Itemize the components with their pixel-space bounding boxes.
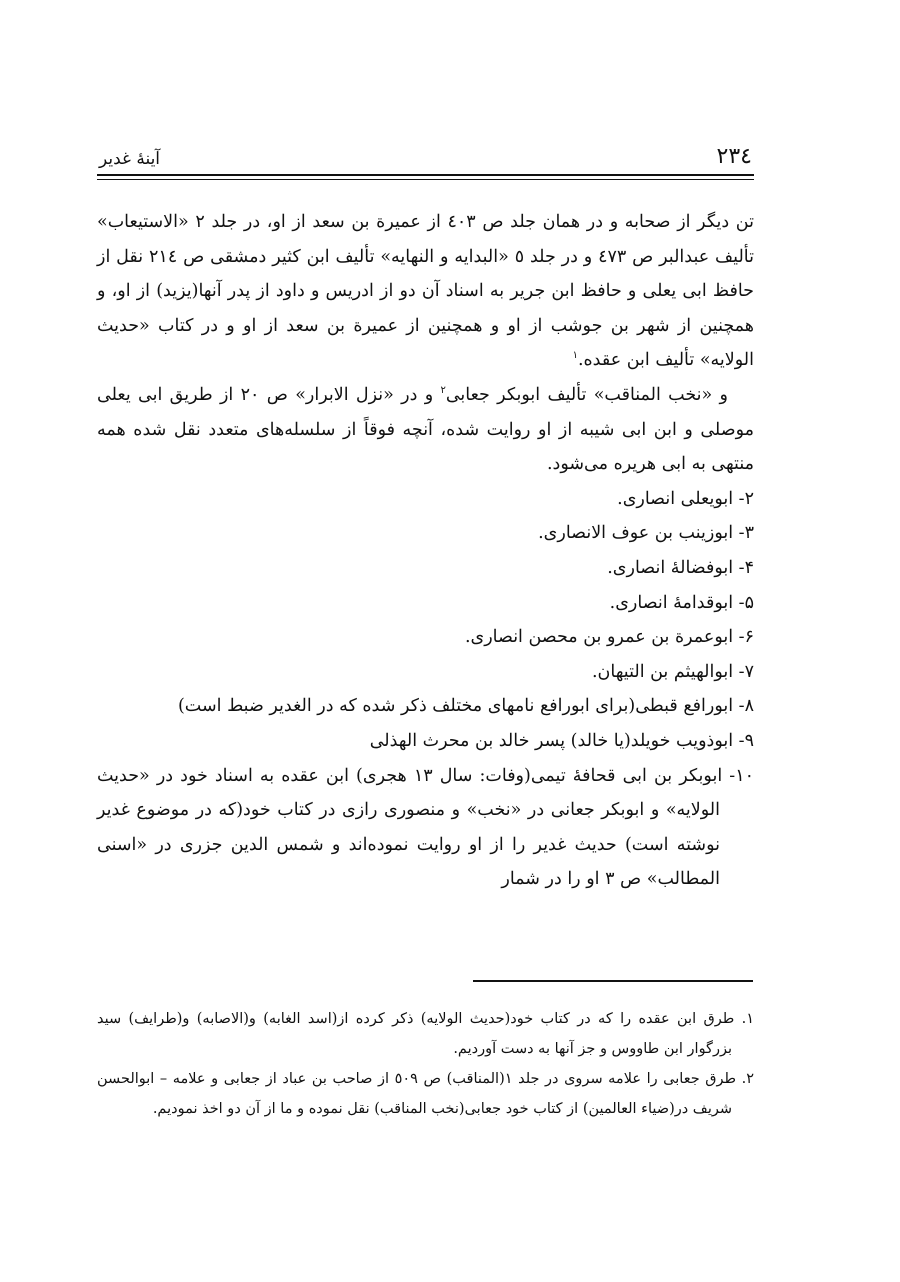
paragraph-2-text-b: و در «نزل الابرار» ص ٢٠ از طریق ابی یعلی موصلی و ابن ابی شیبه از او روایت شده، آنچه فوقاً از سلسله‌های متعدد نقل شده همه منتهی به ابی هریره می‌شود.	[97, 384, 754, 475]
page-header	[97, 142, 754, 178]
list-item: ٣- ابوزینب بن عوف الانصاری.	[538, 523, 754, 544]
list-item: ٨- ابورافع قبطی(برای ابورافع نامهای مختلف ذکر شده که در الغدیر ضبط است)	[177, 696, 754, 717]
book-page	[97, 0, 754, 1282]
list-item: ١٠- ابوبکر بن ابی قحافهٔ تیمی(وفات: سال ١٣ هجری) ابن عقده به اسناد خود در «حدیث الولایه» و ابوبکر جعانی در «نخب» و منصوری رازی در کتاب خود(که در موضوع غدیر نوشته است) حدیث غدیر را از او روایت نموده‌اند و شمس الدین جزری در «اسنی المطالب» ص ٣ او را در شمار	[97, 765, 754, 890]
list-item: ٧- ابوالهیثم بن التیهان.	[591, 661, 754, 682]
list-item: ٢- ابویعلی انصاری.	[617, 488, 754, 509]
header-rule-thick	[97, 174, 754, 176]
paragraph-2-text-a: و «نخب المناقب» تألیف ابوبکر جعابی	[445, 384, 728, 405]
footnotes	[97, 1004, 754, 1124]
list-item: ۴- ابوفضالهٔ انصاری.	[607, 557, 754, 578]
main-text	[97, 205, 754, 897]
list-item: ۵- ابوقدامهٔ انصاری.	[609, 592, 754, 613]
page-number: ٢٣٤	[716, 144, 752, 169]
paragraph-1	[97, 205, 754, 378]
footnote-ref-2: ٢	[440, 385, 446, 397]
footnote-1: ١. طرق ابن عقده را که در کتاب خود(حدیث الولایه) ذکر کرده از(اسد الغابه) و(الاصابه) و(طرایف) سید بزرگوار ابن طاووس و جز آنها به دست آوردیم.	[97, 1011, 754, 1057]
paragraph-1-text: تن دیگر از صحابه و در همان جلد ص ٤٠٣ از عمیرة بن سعد از او، در جلد ٢ «الاستیعاب» تألیف عبدالبر ص ٤٧٣ و در جلد ٥ «البدایه و النهایه» تألیف ابن کثیر دمشقی ص ٢١٤ نقل از حافظ ابی یعلی و حافظ ابن جریر به اسناد آن دو از ادریس و داود از پدر آنها(یزید) از او، و همچنین از شهر بن جوشب از او و همچنین از عمیرة بن سعد از او و در کتاب «حدیث الولایه» تألیف ابن عقده.	[97, 212, 754, 371]
footnote-separator	[473, 980, 753, 982]
list-item: ٩- ابوذویب خویلد(یا خالد) پسر خالد بن محرث الهذلی	[369, 730, 754, 751]
list-item: ۶- ابوعمرة بن عمرو بن محصن انصاری.	[464, 627, 754, 648]
footnote-2: ٢. طرق جعابی را علامه سروی در جلد ١(المناقب) ص ٥٠٩ از صاحب بن عباد از جعابی و علامه – ابوالحسن شریف در(ضیاء العالمین) از کتاب خود جعابی(نخب المناقب) نقل نموده و ما از آن دو اخذ نمودیم.	[97, 1071, 755, 1117]
header-rule-thin	[97, 179, 754, 180]
paragraph-2	[97, 378, 754, 482]
narrator-list	[97, 482, 754, 897]
footnote-ref-1: ١	[572, 350, 578, 362]
running-title: آینهٔ غدیر	[99, 149, 161, 169]
